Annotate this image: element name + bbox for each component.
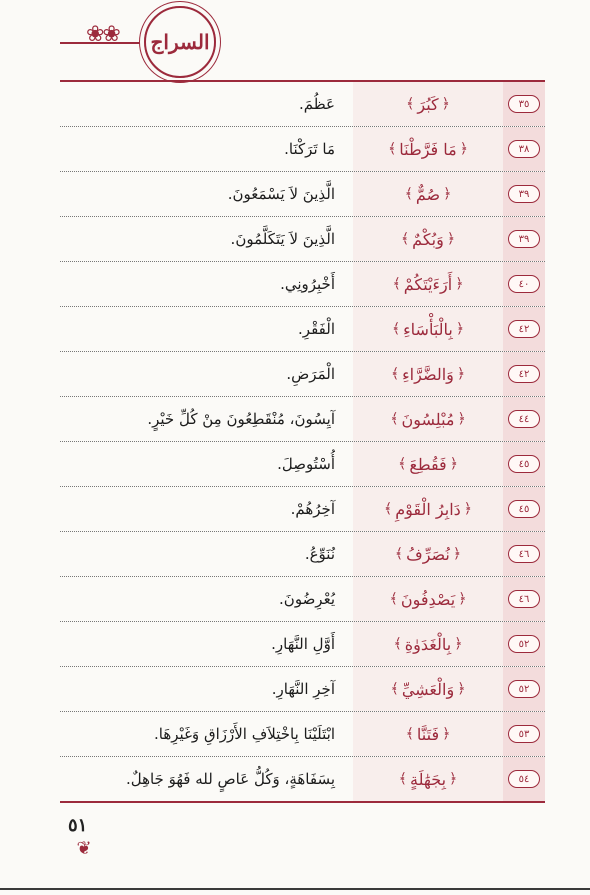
meaning-text: الْمَرَضِ. — [286, 365, 335, 383]
verse-number-badge: ٤٥ — [508, 455, 540, 473]
table-row — [60, 307, 545, 352]
table-row — [60, 352, 545, 397]
brace-close-icon: ﴾ — [390, 411, 399, 427]
brace-close-icon: ﴾ — [390, 366, 400, 382]
table-row — [60, 442, 545, 487]
meaning-text: بِسَفَاهَةٍ، وَكُلُّ عَاصٍ لله فَهُوَ جَاهِلٌ. — [125, 770, 335, 788]
brace-close-icon: ﴾ — [392, 276, 401, 292]
meaning-text: الَّذِينَ لاَ يَسْمَعُونَ. — [227, 185, 335, 203]
brace-open-icon: ﴿ — [449, 456, 458, 472]
brace-close-icon: ﴾ — [398, 771, 407, 787]
table-row — [60, 757, 545, 803]
quran-word-cell — [353, 622, 503, 666]
meaning-cell — [60, 397, 353, 441]
quran-word-cell — [353, 532, 503, 576]
brace-open-icon: ﴿ — [458, 591, 467, 607]
brace-open-icon: ﴿ — [442, 726, 451, 742]
meaning-text: أُسْتُوصِلَ. — [277, 455, 335, 473]
brace-close-icon: ﴾ — [394, 546, 404, 562]
quran-word: بِجَهَٰلَةٍ — [409, 769, 447, 789]
verse-number-cell — [503, 667, 545, 711]
brace-open-icon: ﴿ — [441, 96, 450, 112]
meaning-cell — [60, 127, 353, 171]
table-row — [60, 622, 545, 667]
meaning-cell — [60, 442, 353, 486]
verse-number-cell — [503, 262, 545, 306]
page-header — [0, 0, 590, 80]
brace-close-icon: ﴾ — [405, 726, 414, 742]
meaning-cell — [60, 577, 353, 621]
verse-number-cell — [503, 217, 545, 261]
meaning-text: مَا تَرَكْنَا. — [284, 140, 335, 158]
quran-word-cell — [353, 757, 503, 801]
brace-open-icon: ﴿ — [457, 411, 466, 427]
quran-word: يَصْدِفُونَ — [400, 589, 456, 609]
meaning-cell — [60, 172, 353, 216]
meaning-cell — [60, 757, 353, 801]
brace-close-icon: ﴾ — [406, 96, 415, 112]
verse-number-cell — [503, 172, 545, 216]
brace-close-icon: ﴾ — [388, 141, 397, 157]
verse-number-cell — [503, 352, 545, 396]
brace-close-icon: ﴾ — [390, 681, 399, 697]
meaning-text: آخِرِ النَّهَارِ. — [271, 680, 335, 698]
brace-close-icon: ﴾ — [389, 591, 398, 607]
brace-open-icon: ﴿ — [459, 141, 468, 157]
meaning-text: نُنَوِّعُ. — [304, 545, 335, 563]
quran-word: صُمٌّ — [415, 184, 441, 204]
quran-word-cell — [353, 397, 503, 441]
verse-number-badge: ٤٢ — [508, 365, 540, 383]
brace-close-icon: ﴾ — [400, 231, 410, 247]
verse-number-cell — [503, 82, 545, 126]
quran-word: نُصَرِّفُ — [406, 544, 450, 564]
quran-word: فَقُطِعَ — [409, 454, 447, 474]
table-row — [60, 712, 545, 757]
verse-number-badge: ٥٢ — [508, 635, 540, 653]
verse-number-badge: ٤٥ — [508, 500, 540, 518]
verse-number-cell — [503, 442, 545, 486]
brace-close-icon: ﴾ — [393, 636, 402, 652]
brace-open-icon: ﴿ — [446, 231, 456, 247]
quran-word: وَالْعَشِيِّ — [401, 679, 455, 699]
quran-word: مُبْلِسُونَ — [401, 409, 455, 429]
footer-ornament-icon: ❦ — [76, 838, 92, 859]
table-row — [60, 397, 545, 442]
verse-number-badge: ٤٦ — [508, 590, 540, 608]
quran-word-cell — [353, 127, 503, 171]
meaning-text: الَّذِينَ لاَ يَتَكَلَّمُونَ. — [230, 230, 335, 248]
verse-number-badge: ٤٢ — [508, 320, 540, 338]
brace-open-icon: ﴿ — [455, 321, 465, 337]
quran-word: مَا فَرَّطْنَا — [399, 139, 457, 159]
verse-number-badge: ٥٣ — [508, 725, 540, 743]
quran-word-cell — [353, 667, 503, 711]
meaning-text: أَخْبِرُونِي. — [280, 275, 335, 293]
brace-close-icon: ﴾ — [398, 456, 407, 472]
page-number: ٥١ — [68, 815, 88, 836]
quran-word: كَبُرَ — [417, 94, 439, 114]
meaning-text: يُعْرِضُونَ. — [279, 590, 335, 608]
meaning-text: آخِرُهُمْ. — [290, 500, 335, 518]
quran-word-cell — [353, 712, 503, 756]
meaning-text: ابْتَلَيْنَا بِاخْتِلاَفِ الأَرْزَاقِ وَغَيْرِهَا. — [154, 725, 335, 743]
meaning-cell — [60, 352, 353, 396]
table-row — [60, 80, 545, 127]
verse-number-cell — [503, 397, 545, 441]
verse-number-badge: ٤٦ — [508, 545, 540, 563]
verse-number-cell — [503, 532, 545, 576]
verse-number-cell — [503, 757, 545, 801]
brace-open-icon: ﴿ — [463, 501, 472, 517]
meaning-cell — [60, 217, 353, 261]
meaning-cell — [60, 82, 353, 126]
meaning-text: آيِسُونَ، مُنْقَطِعُونَ مِنْ كُلِّ خَيْرٍ. — [147, 410, 335, 428]
table-row — [60, 577, 545, 622]
brace-open-icon: ﴿ — [449, 771, 458, 787]
meaning-text: عَظُمَ. — [298, 95, 335, 113]
verse-number-cell — [503, 307, 545, 351]
meaning-cell — [60, 712, 353, 756]
page-bottom-rule — [0, 888, 590, 890]
verse-number-cell — [503, 487, 545, 531]
quran-word-cell — [353, 352, 503, 396]
meaning-cell — [60, 532, 353, 576]
meaning-cell — [60, 307, 353, 351]
brace-open-icon: ﴿ — [455, 276, 464, 292]
quran-word-cell — [353, 487, 503, 531]
table-row — [60, 667, 545, 712]
verse-number-badge: ٤٠ — [508, 275, 540, 293]
table-row — [60, 127, 545, 172]
quran-word-cell — [353, 577, 503, 621]
flourish-icon: ❀❀ — [86, 22, 119, 47]
quran-word: دَابِرُ الْقَوْمِ — [395, 499, 461, 519]
quran-word-cell — [353, 82, 503, 126]
verse-number-cell — [503, 622, 545, 666]
brace-close-icon: ﴾ — [391, 321, 401, 337]
quran-word-cell — [353, 442, 503, 486]
table-row — [60, 532, 545, 577]
quran-word: فَتَنَّا — [416, 724, 440, 744]
quran-word-cell — [353, 262, 503, 306]
verse-number-cell — [503, 577, 545, 621]
brace-open-icon: ﴿ — [457, 681, 466, 697]
glossary-table — [60, 80, 545, 803]
table-row — [60, 262, 545, 307]
quran-word-cell — [353, 307, 503, 351]
meaning-cell — [60, 667, 353, 711]
quran-word: أَرَءَيْتَكُمْ — [403, 274, 453, 294]
meaning-text: أَوَّلِ النَّهَارِ. — [271, 635, 335, 653]
brace-open-icon: ﴿ — [443, 186, 452, 202]
brace-close-icon: ﴾ — [384, 501, 393, 517]
meaning-cell — [60, 622, 353, 666]
quran-word: وَبُكْمٌ — [412, 229, 444, 249]
verse-number-badge: ٥٤ — [508, 770, 540, 788]
table-row — [60, 217, 545, 262]
brace-open-icon: ﴿ — [452, 546, 462, 562]
quran-word: بِالْغَدَوٰةِ — [404, 634, 452, 654]
quran-word-cell — [353, 172, 503, 216]
meaning-text: الْفَقْرِ. — [298, 320, 335, 338]
meaning-cell — [60, 487, 353, 531]
quran-word: وَالضَّرَّاءِ — [402, 364, 454, 384]
verse-number-badge: ٥٢ — [508, 680, 540, 698]
table-row — [60, 172, 545, 217]
quran-word: بِالْبَأْسَاءِ — [403, 319, 453, 339]
title-medallion: السراج — [144, 6, 216, 78]
verse-number-badge: ٣٩ — [508, 185, 540, 203]
quran-word-cell — [353, 217, 503, 261]
verse-number-cell — [503, 712, 545, 756]
verse-number-badge: ٤٤ — [508, 410, 540, 428]
meaning-cell — [60, 262, 353, 306]
verse-number-badge: ٣٩ — [508, 230, 540, 248]
verse-number-badge: ٣٨ — [508, 140, 540, 158]
verse-number-cell — [503, 127, 545, 171]
verse-number-badge: ٣٥ — [508, 95, 540, 113]
brace-open-icon: ﴿ — [454, 636, 463, 652]
brace-close-icon: ﴾ — [404, 186, 413, 202]
table-row — [60, 487, 545, 532]
brace-open-icon: ﴿ — [456, 366, 466, 382]
